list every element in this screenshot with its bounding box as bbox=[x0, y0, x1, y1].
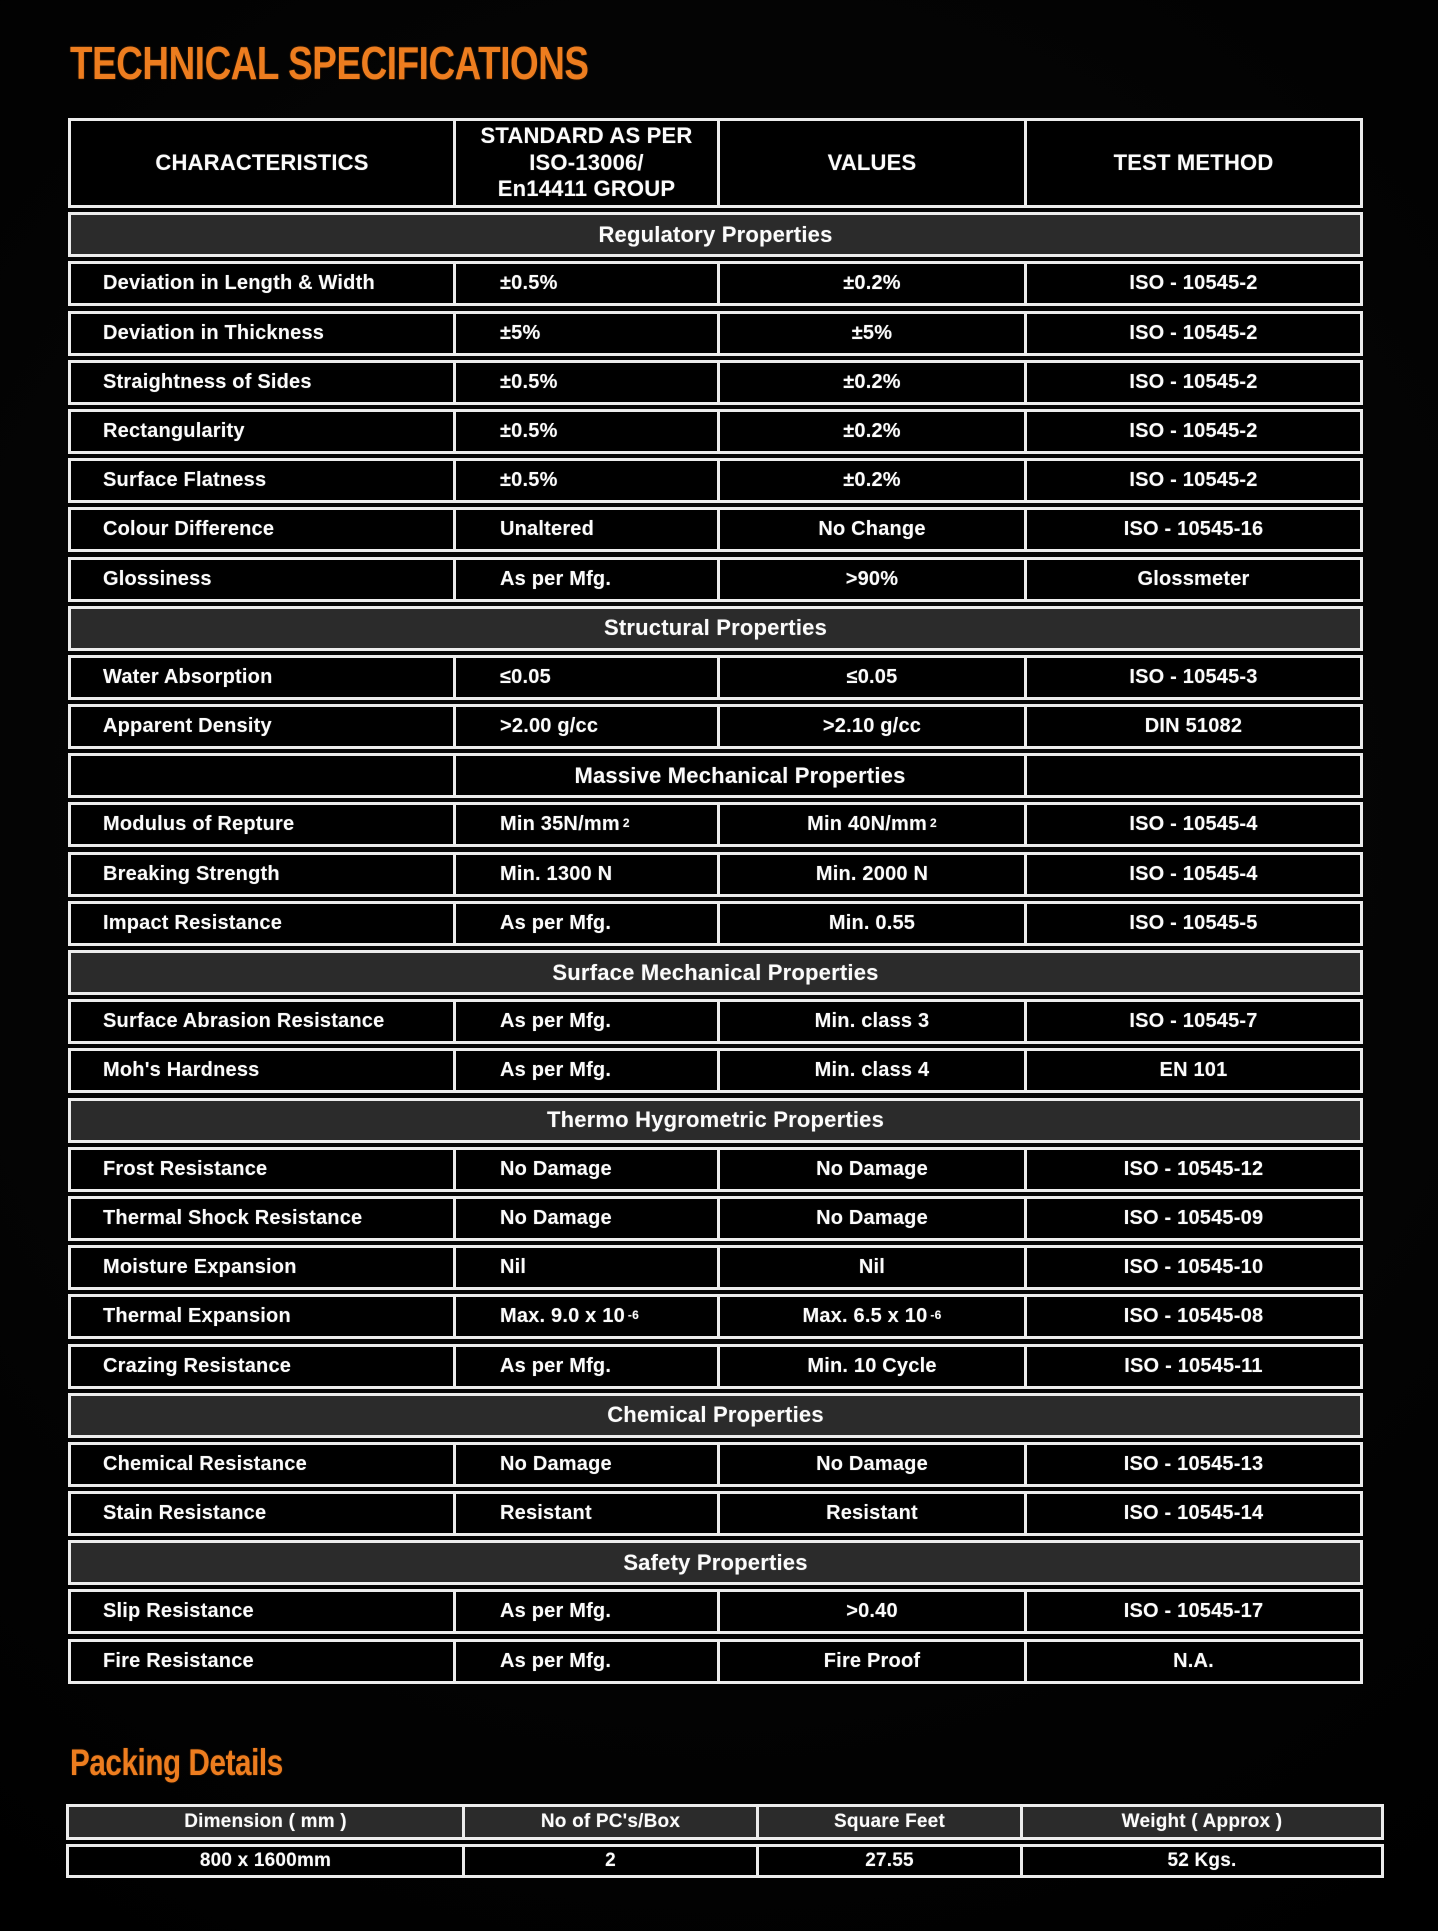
cell-standard: Nil bbox=[456, 1245, 720, 1290]
cell-value: ±0.2% bbox=[720, 261, 1027, 306]
column-header-values: VALUES bbox=[720, 118, 1027, 208]
cell-test-method: N.A. bbox=[1027, 1639, 1363, 1684]
cell-standard: As per Mfg. bbox=[456, 1344, 720, 1389]
cell-test-method: ISO - 10545-13 bbox=[1027, 1442, 1363, 1487]
packing-cell: 2 bbox=[465, 1844, 759, 1878]
cell-value: Min. class 3 bbox=[720, 999, 1027, 1044]
section-header-row bbox=[68, 950, 1363, 995]
table-row bbox=[68, 360, 1363, 405]
section-title: Regulatory Properties bbox=[68, 212, 1363, 257]
cell-characteristic: Straightness of Sides bbox=[68, 360, 456, 405]
cell-standard: Min. 1300 N bbox=[456, 852, 720, 897]
section-header-row bbox=[68, 1393, 1363, 1438]
section-title: Massive Mechanical Properties bbox=[456, 753, 1027, 798]
cell-value: Min. class 4 bbox=[720, 1048, 1027, 1093]
cell-standard: As per Mfg. bbox=[456, 1048, 720, 1093]
cell-test-method: ISO - 10545-4 bbox=[1027, 852, 1363, 897]
cell-value: Min 40N/mm 2 bbox=[720, 802, 1027, 847]
table-row bbox=[68, 1245, 1363, 1290]
cell-value: ±0.2% bbox=[720, 360, 1027, 405]
table-row bbox=[68, 999, 1363, 1044]
cell-characteristic: Moh's Hardness bbox=[68, 1048, 456, 1093]
empty-cell bbox=[68, 753, 456, 798]
cell-standard: ≤0.05 bbox=[456, 655, 720, 700]
section-title: Chemical Properties bbox=[68, 1393, 1363, 1438]
cell-value: >90% bbox=[720, 557, 1027, 602]
packing-cell: 27.55 bbox=[759, 1844, 1023, 1878]
page-title: TECHNICAL SPECIFICATIONS bbox=[70, 37, 589, 89]
cell-standard: Unaltered bbox=[456, 507, 720, 552]
superscript: -6 bbox=[627, 1307, 639, 1322]
table-row bbox=[68, 557, 1363, 602]
packing-table-data-row bbox=[66, 1844, 1384, 1878]
column-header-characteristics: CHARACTERISTICS bbox=[68, 118, 456, 208]
cell-characteristic: Thermal Expansion bbox=[68, 1294, 456, 1339]
spec-table-header-row bbox=[68, 118, 1363, 208]
table-row bbox=[68, 409, 1363, 454]
cell-value: No Damage bbox=[720, 1196, 1027, 1241]
cell-test-method: ISO - 10545-08 bbox=[1027, 1294, 1363, 1339]
cell-standard: As per Mfg. bbox=[456, 1639, 720, 1684]
cell-standard: ±0.5% bbox=[456, 409, 720, 454]
table-row bbox=[68, 655, 1363, 700]
cell-test-method: ISO - 10545-4 bbox=[1027, 802, 1363, 847]
cell-value: Max. 6.5 x 10 -6 bbox=[720, 1294, 1027, 1339]
column-header-standard-line: En14411 GROUP bbox=[497, 176, 676, 202]
cell-characteristic: Deviation in Length & Width bbox=[68, 261, 456, 306]
cell-test-method: DIN 51082 bbox=[1027, 704, 1363, 749]
column-header-standard-line: STANDARD AS PER bbox=[480, 122, 693, 148]
section-header-row bbox=[68, 1540, 1363, 1585]
column-header-standard bbox=[456, 118, 720, 208]
table-row bbox=[68, 802, 1363, 847]
table-row bbox=[68, 901, 1363, 946]
cell-characteristic: Stain Resistance bbox=[68, 1491, 456, 1536]
cell-test-method: Glossmeter bbox=[1027, 557, 1363, 602]
cell-test-method: ISO - 10545-2 bbox=[1027, 458, 1363, 503]
cell-standard: No Damage bbox=[456, 1442, 720, 1487]
cell-value: No Change bbox=[720, 507, 1027, 552]
packing-table-header-row bbox=[66, 1804, 1384, 1840]
cell-value: Fire Proof bbox=[720, 1639, 1027, 1684]
cell-test-method: ISO - 10545-7 bbox=[1027, 999, 1363, 1044]
cell-test-method: ISO - 10545-2 bbox=[1027, 360, 1363, 405]
section-title: Safety Properties bbox=[68, 1540, 1363, 1585]
table-row bbox=[68, 1491, 1363, 1536]
cell-characteristic: Fire Resistance bbox=[68, 1639, 456, 1684]
cell-characteristic: Surface Abrasion Resistance bbox=[68, 999, 456, 1044]
spec-table-body bbox=[68, 212, 1363, 1683]
cell-test-method: ISO - 10545-2 bbox=[1027, 409, 1363, 454]
table-row bbox=[68, 1196, 1363, 1241]
cell-test-method: ISO - 10545-12 bbox=[1027, 1147, 1363, 1192]
cell-standard: ±0.5% bbox=[456, 261, 720, 306]
packing-column-header: Dimension ( mm ) bbox=[66, 1804, 465, 1840]
cell-standard: As per Mfg. bbox=[456, 999, 720, 1044]
cell-characteristic: Slip Resistance bbox=[68, 1589, 456, 1634]
cell-test-method: ISO - 10545-10 bbox=[1027, 1245, 1363, 1290]
cell-standard: As per Mfg. bbox=[456, 557, 720, 602]
table-row bbox=[68, 1147, 1363, 1192]
cell-test-method: ISO - 10545-5 bbox=[1027, 901, 1363, 946]
table-row bbox=[68, 1589, 1363, 1634]
cell-value: ±0.2% bbox=[720, 458, 1027, 503]
packing-cell: 52 Kgs. bbox=[1023, 1844, 1384, 1878]
table-row bbox=[68, 458, 1363, 503]
table-row bbox=[68, 1294, 1363, 1339]
section-header-row bbox=[68, 212, 1363, 257]
cell-value: Min. 10 Cycle bbox=[720, 1344, 1027, 1389]
section-inset-row bbox=[68, 753, 1363, 798]
cell-characteristic: Glossiness bbox=[68, 557, 456, 602]
table-row bbox=[68, 1344, 1363, 1389]
table-row bbox=[68, 1639, 1363, 1684]
cell-test-method: ISO - 10545-2 bbox=[1027, 261, 1363, 306]
cell-characteristic: Frost Resistance bbox=[68, 1147, 456, 1192]
cell-characteristic: Thermal Shock Resistance bbox=[68, 1196, 456, 1241]
cell-test-method: ISO - 10545-2 bbox=[1027, 311, 1363, 356]
cell-standard: No Damage bbox=[456, 1147, 720, 1192]
table-row bbox=[68, 1048, 1363, 1093]
cell-value: >2.10 g/cc bbox=[720, 704, 1027, 749]
cell-characteristic: Rectangularity bbox=[68, 409, 456, 454]
table-row bbox=[68, 507, 1363, 552]
cell-standard: As per Mfg. bbox=[456, 1589, 720, 1634]
packing-column-header: Square Feet bbox=[759, 1804, 1023, 1840]
cell-standard: No Damage bbox=[456, 1196, 720, 1241]
empty-cell bbox=[1027, 753, 1363, 798]
cell-characteristic: Apparent Density bbox=[68, 704, 456, 749]
table-row bbox=[68, 1442, 1363, 1487]
cell-standard: ±0.5% bbox=[456, 360, 720, 405]
table-row bbox=[68, 852, 1363, 897]
cell-test-method: ISO - 10545-3 bbox=[1027, 655, 1363, 700]
cell-value: Resistant bbox=[720, 1491, 1027, 1536]
table-row bbox=[68, 311, 1363, 356]
cell-value: ±0.2% bbox=[720, 409, 1027, 454]
cell-test-method: ISO - 10545-14 bbox=[1027, 1491, 1363, 1536]
cell-characteristic: Crazing Resistance bbox=[68, 1344, 456, 1389]
section-header-row bbox=[68, 606, 1363, 651]
cell-test-method: ISO - 10545-17 bbox=[1027, 1589, 1363, 1634]
cell-value: ±5% bbox=[720, 311, 1027, 356]
cell-test-method: ISO - 10545-11 bbox=[1027, 1344, 1363, 1389]
cell-value: Nil bbox=[720, 1245, 1027, 1290]
cell-test-method: EN 101 bbox=[1027, 1048, 1363, 1093]
section-header-row bbox=[68, 1098, 1363, 1143]
cell-value: No Damage bbox=[720, 1147, 1027, 1192]
packing-cell: 800 x 1600mm bbox=[66, 1844, 465, 1878]
packing-details-table bbox=[66, 1804, 1384, 1878]
cell-characteristic: Modulus of Repture bbox=[68, 802, 456, 847]
superscript: 2 bbox=[929, 815, 937, 830]
table-row bbox=[68, 261, 1363, 306]
cell-characteristic: Surface Flatness bbox=[68, 458, 456, 503]
packing-column-header: No of PC's/Box bbox=[465, 1804, 759, 1840]
cell-characteristic: Chemical Resistance bbox=[68, 1442, 456, 1487]
cell-standard: Resistant bbox=[456, 1491, 720, 1536]
packing-column-header: Weight ( Approx ) bbox=[1023, 1804, 1384, 1840]
cell-characteristic: Water Absorption bbox=[68, 655, 456, 700]
cell-value: >0.40 bbox=[720, 1589, 1027, 1634]
cell-standard: ±5% bbox=[456, 311, 720, 356]
section-title: Surface Mechanical Properties bbox=[68, 950, 1363, 995]
cell-value: Min. 2000 N bbox=[720, 852, 1027, 897]
cell-standard: >2.00 g/cc bbox=[456, 704, 720, 749]
cell-characteristic: Breaking Strength bbox=[68, 852, 456, 897]
packing-details-title: Packing Details bbox=[70, 1742, 283, 1783]
cell-standard: Min 35N/mm 2 bbox=[456, 802, 720, 847]
table-row bbox=[68, 704, 1363, 749]
cell-value: No Damage bbox=[720, 1442, 1027, 1487]
cell-characteristic: Colour Difference bbox=[68, 507, 456, 552]
cell-standard: Max. 9.0 x 10 -6 bbox=[456, 1294, 720, 1339]
cell-characteristic: Moisture Expansion bbox=[68, 1245, 456, 1290]
cell-test-method: ISO - 10545-16 bbox=[1027, 507, 1363, 552]
cell-standard: As per Mfg. bbox=[456, 901, 720, 946]
cell-characteristic: Impact Resistance bbox=[68, 901, 456, 946]
cell-standard: ±0.5% bbox=[456, 458, 720, 503]
section-title: Thermo Hygrometric Properties bbox=[68, 1098, 1363, 1143]
cell-value: ≤0.05 bbox=[720, 655, 1027, 700]
superscript: 2 bbox=[622, 815, 630, 830]
column-header-test-method: TEST METHOD bbox=[1027, 118, 1363, 208]
section-title: Structural Properties bbox=[68, 606, 1363, 651]
column-header-standard-line: ISO-13006/ bbox=[529, 149, 644, 175]
cell-value: Min. 0.55 bbox=[720, 901, 1027, 946]
cell-test-method: ISO - 10545-09 bbox=[1027, 1196, 1363, 1241]
superscript: -6 bbox=[930, 1307, 942, 1322]
cell-characteristic: Deviation in Thickness bbox=[68, 311, 456, 356]
technical-specifications-table bbox=[68, 118, 1363, 1684]
